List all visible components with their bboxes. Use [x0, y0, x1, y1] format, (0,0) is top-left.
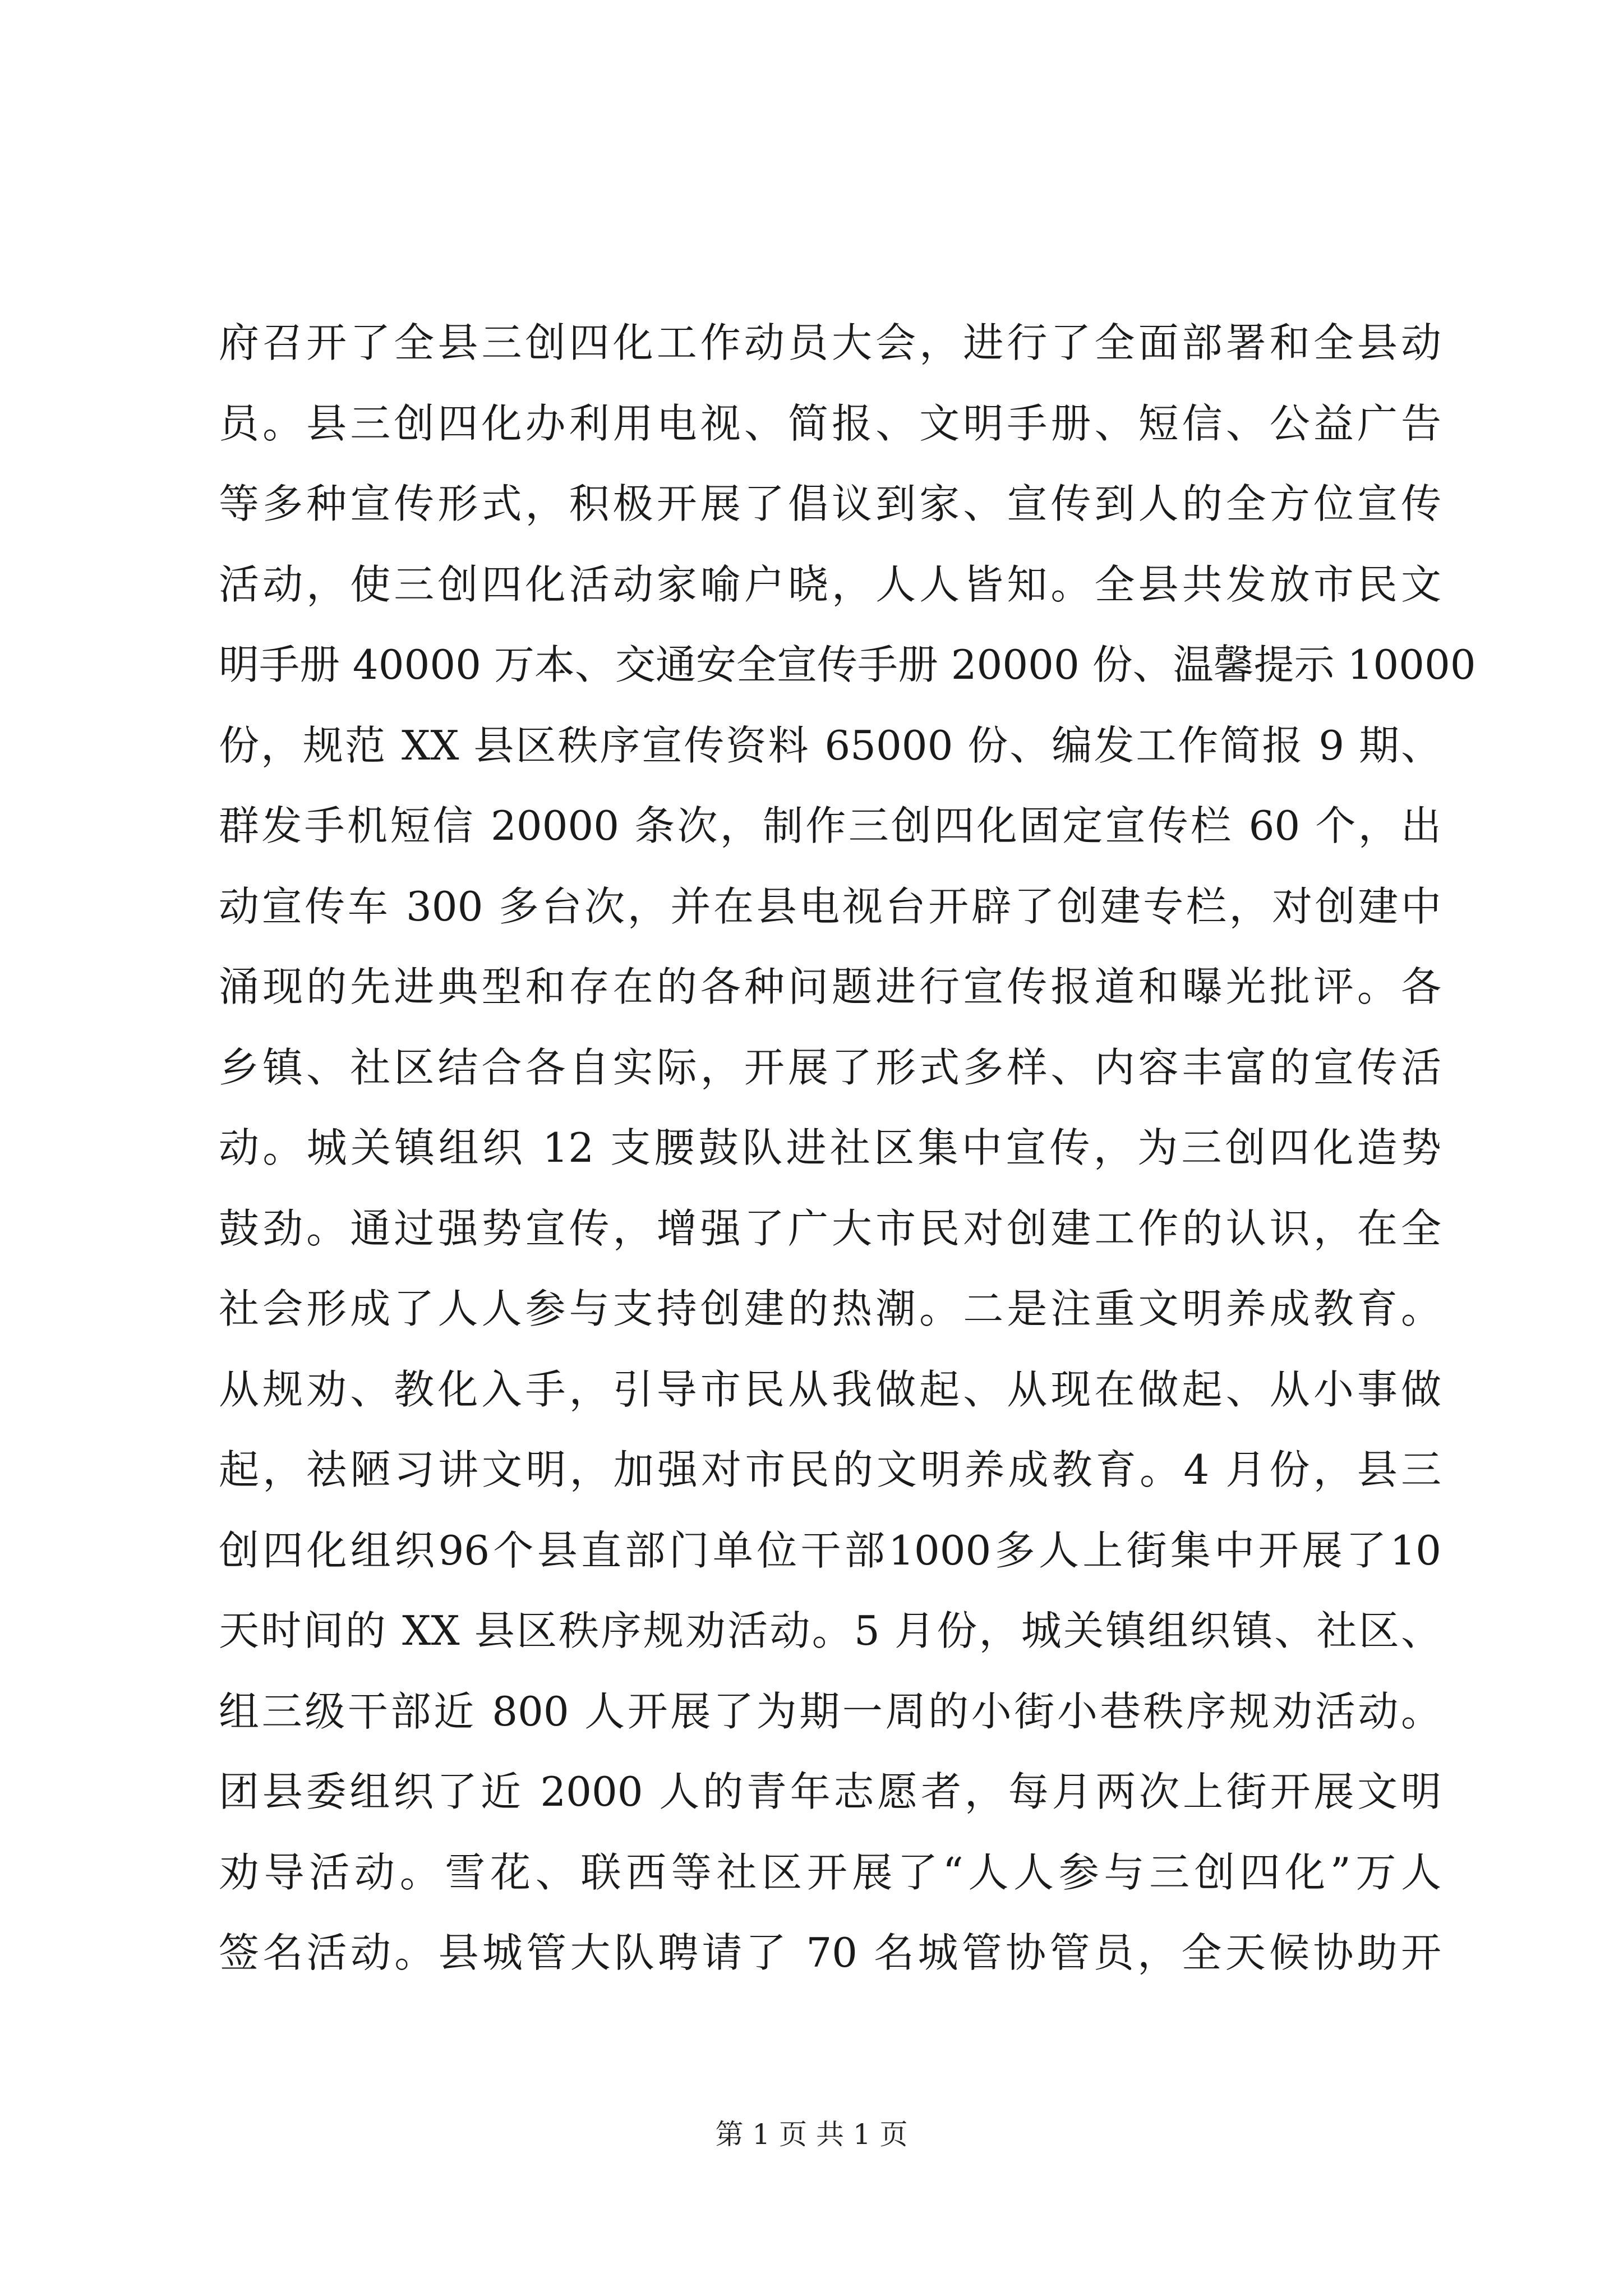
text-line: 员。县三创四化办利用电视、简报、文明手册、短信、公益广告 [219, 399, 1441, 447]
text-line: 社会形成了人人参与支持创建的热潮。二是注重文明养成教育。 [219, 1285, 1441, 1332]
document-body [219, 303, 1476, 1994]
text-line: 等多种宣传形式，积极开展了倡议到家、宣传到人的全方位宣传 [219, 480, 1441, 527]
page-footer [0, 2118, 1623, 2151]
page-number: 第 1 页 共 1 页 [715, 2118, 908, 2151]
text-line: 组三级干部近 800 人开展了为期一周的小街小巷秩序规劝活动。 [219, 1687, 1441, 1735]
text-line: 天时间的 XX 县区秩序规劝活动。5 月份，城关镇组织镇、社区、 [219, 1607, 1441, 1654]
text-line: 活动，使三创四化活动家喻户晓，人人皆知。全县共发放市民文 [219, 560, 1441, 608]
text-line: 府召开了全县三创四化工作动员大会，进行了全面部署和全县动 [219, 319, 1441, 366]
text-line: 签名活动。县城管大队聘请了 70 名城管协管员，全天候协助开 [219, 1929, 1441, 1976]
text-line: 劝导活动。雪花、联西等社区开展了“人人参与三创四化”万人 [219, 1848, 1441, 1896]
text-line: 涌现的先进典型和存在的各种问题进行宣传报道和曝光批评。各 [219, 963, 1441, 1010]
text-line: 群发手机短信 20000 条次，制作三创四化固定宣传栏 60 个，出 [219, 802, 1441, 849]
text-line: 创四化组织96个县直部门单位干部1000多人上街集中开展了10 [219, 1526, 1441, 1574]
text-line: 起，祛陋习讲文明，加强对市民的文明养成教育。4 月份，县三 [219, 1446, 1441, 1493]
text-line: 明手册 40000 万本、交通安全宣传手册 20000 份、温馨提示 10000 [219, 641, 1476, 688]
text-line: 乡镇、社区结合各自实际，开展了形式多样、内容丰富的宣传活 [219, 1043, 1441, 1091]
text-line: 团县委组织了近 2000 人的青年志愿者，每月两次上街开展文明 [219, 1768, 1441, 1815]
text-line: 动宣传车 300 多台次，并在县电视台开辟了创建专栏，对创建中 [219, 882, 1441, 930]
text-line: 份，规范 XX 县区秩序宣传资料 65000 份、编发工作简报 9 期、 [219, 721, 1441, 769]
text-line: 鼓劲。通过强势宣传，增强了广大市民对创建工作的认识，在全 [219, 1204, 1441, 1252]
text-line: 从规劝、教化入手，引导市民从我做起、从现在做起、从小事做 [219, 1365, 1441, 1413]
text-line: 动。城关镇组织 12 支腰鼓队进社区集中宣传，为三创四化造势 [219, 1124, 1441, 1171]
